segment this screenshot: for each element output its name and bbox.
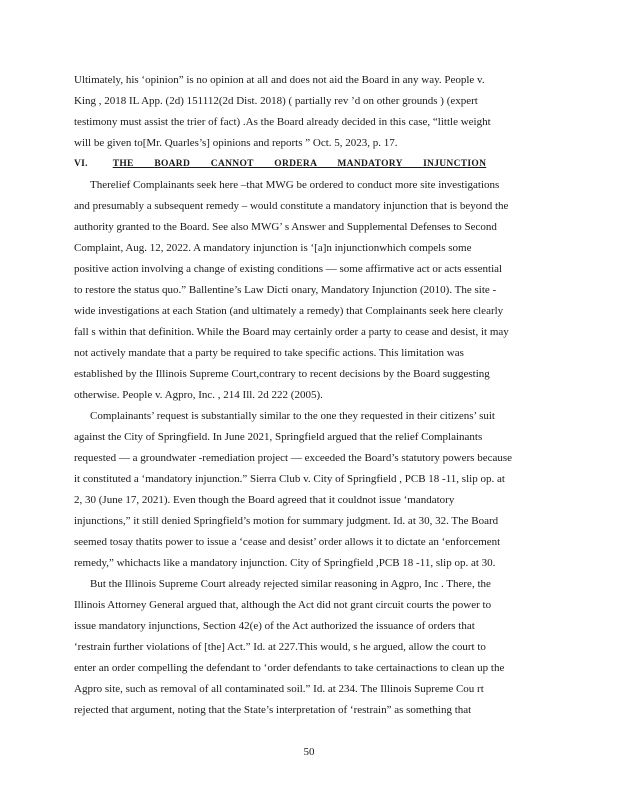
- text-line: and presumably a subsequent remedy – would constitute a mandatory injunction that is beyond the: [74, 200, 509, 212]
- text-line: King , 2018 IL App. (2d) 151112(2d Dist. 2018) ( partially rev ’d on other grounds ) (expert: [74, 95, 478, 107]
- text-line: 2, 30 (June 17, 2021). Even though the Board agreed that it couldnot issue ‘mandatory: [74, 494, 455, 506]
- text-line: ‘restrain further violations of [the] Act.” Id. at 227.This would, s he argued, allow the court to: [74, 641, 486, 653]
- text-line: it constituted a ‘mandatory injunction.” Sierra Club v. City of Springfield , PCB 18 -11, slip op. at: [74, 473, 505, 485]
- text-line: will be given to[Mr. Quarles’s] opinions and reports ” Oct. 5, 2023, p. 17.: [74, 137, 398, 149]
- text-line: authority granted to the Board. See also MWG’ s Answer and Supplemental Defenses to Second: [74, 221, 497, 233]
- text-line: requested — a groundwater -remediation project — exceeded the Board’s statutory powers because: [74, 452, 513, 464]
- text-line: Illinois Attorney General argued that, although the Act did not grant circuit courts the power to: [74, 599, 492, 611]
- section-title: THE BOARD CANNOT ORDERA MANDATORY INJUNCTION: [112, 159, 487, 169]
- text-line: not actively mandate that a party be required to take specific actions. This limitation was: [74, 347, 464, 359]
- text-line: positive action involving a change of existing conditions — some affirmative act or acts essential: [74, 263, 503, 275]
- text-line: fall s within that definition. While the Board may certainly order a party to cease and desist, it may: [74, 326, 509, 338]
- text-line: testimony must assist the trier of fact) .As the Board already decided in this case, “little weight: [74, 116, 491, 128]
- text-line: But the Illinois Supreme Court already rejected similar reasoning in Agpro, Inc . There, the: [90, 578, 491, 590]
- text-line: to restore the status quo.” Ballentine’s Law Dicti onary, Mandatory Injunction (2010). The site -: [74, 284, 497, 296]
- text-line: Complainants’ request is substantially similar to the one they requested in their citizens’ suit: [90, 410, 495, 422]
- section-heading: [74, 154, 544, 175]
- text-line: issue mandatory injunctions, Section 42(e) of the Act authorized the issuance of orders that: [74, 620, 475, 632]
- section-number: VI.: [74, 159, 88, 169]
- text-line: Agpro site, such as removal of all contaminated soil.” Id. at 234. The Illinois Supreme Cou rt: [74, 683, 484, 695]
- text-line: remedy,” whichacts like a mandatory injunction. City of Springfield ,PCB 18 -11, slip op. at 30.: [74, 557, 496, 569]
- text-line: against the City of Springfield. In June 2021, Springfield argued that the relief Complainants: [74, 431, 483, 443]
- text-line: Ultimately, his ‘opinion” is no opinion at all and does not aid the Board in any way. People v.: [74, 74, 485, 86]
- text-line: wide investigations at each Station (and ultimately a remedy) that Complainants seek here clearly: [74, 305, 504, 317]
- text-line: enter an order compelling the defendant to ‘order defendants to take certainactions to clean up the: [74, 662, 505, 674]
- text-line: seemed tosay thatits power to issue a ‘cease and desist’ order allows it to dictate an ‘enforcement: [74, 536, 501, 548]
- text-line: injunctions,” it still denied Springfield’s motion for summary judgment. Id. at 30, 32. The Board: [74, 515, 499, 527]
- page-number: 50: [303, 746, 315, 758]
- document-body: [74, 70, 544, 721]
- text-line: established by the Illinois Supreme Court,contrary to recent decisions by the Board suggesting: [74, 368, 490, 380]
- text-line: otherwise. People v. Agpro, Inc. , 214 Ill. 2d 222 (2005).: [74, 389, 323, 401]
- text-line: Complaint, Aug. 12, 2022. A mandatory injunction is ‘[a]n injunctionwhich compels some: [74, 242, 472, 254]
- text-line: Therelief Complainants seek here –that MWG be ordered to conduct more site investigations: [90, 179, 500, 191]
- text-line: rejected that argument, noting that the State’s interpretation of ‘restrain” as something that: [74, 704, 472, 716]
